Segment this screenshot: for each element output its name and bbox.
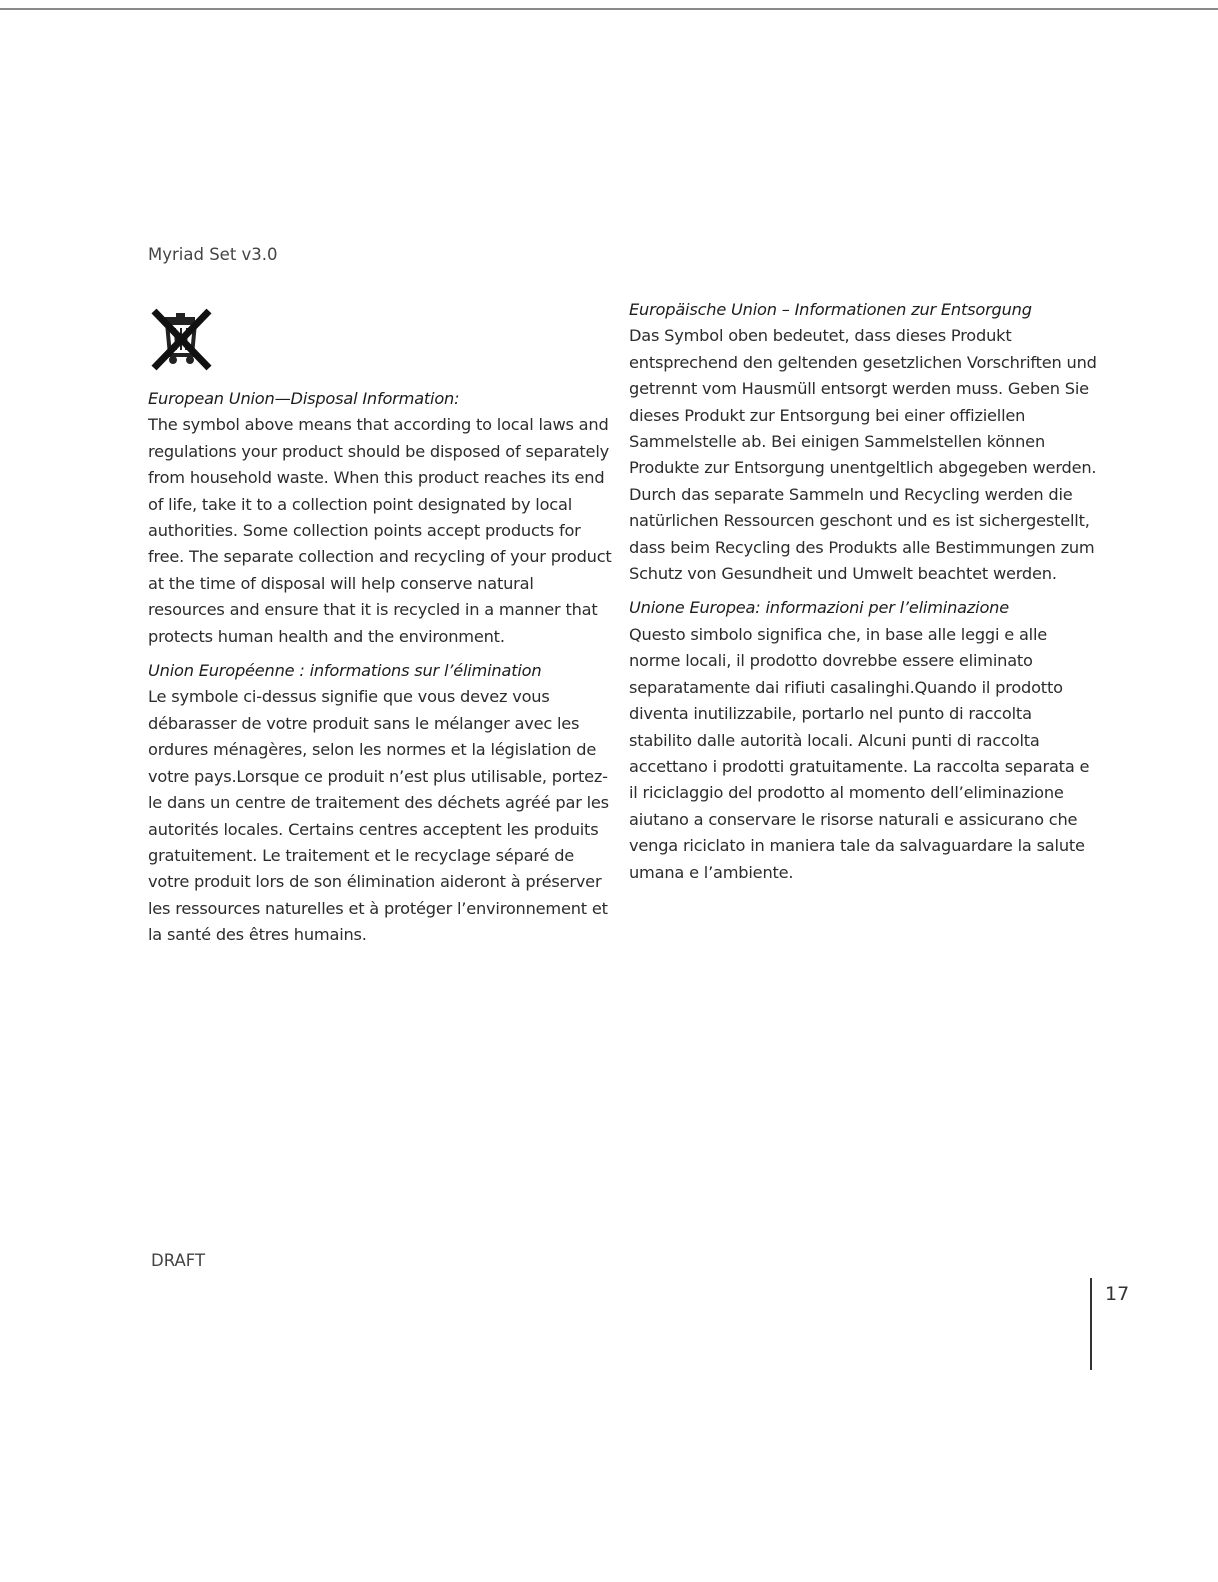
section-title: Europäische Union – Informationen zur Entsorgung [629, 300, 1032, 319]
top-rule [0, 8, 1218, 10]
disposal-section-french [148, 658, 614, 948]
font-version-label: Myriad Set v3.0 [148, 245, 278, 264]
disposal-section-english [148, 386, 614, 650]
page-number-rule [1090, 1278, 1092, 1370]
section-title: Union Européenne : informations sur l’élimination [148, 661, 542, 681]
draft-label: DRAFT [151, 1251, 206, 1270]
section-body: The symbol above means that according to local laws and regulations your product should be disposed of separately from household waste. When this product reaches its end of life, take it to a collection point designated by local authorities. Some collection points accept products for free. The separate collection and recycling of your product at the time of disposal will help conserve natural resources and ensure that it is recycled in a manner that protects human health and the environment. [148, 415, 612, 646]
section-body: Das Symbol oben bedeutet, dass dieses Produkt entsprechend den geltenden gesetzlichen Vorschriften und getrennt vom Hausmüll entsorgt werden muss. Geben Sie dieses Produkt zur Entsorgung bei einer offiziellen Sammelstelle ab. Bei einigen Sammelstellen können Produkte zur Entsorgung unentgeltlich abgegeben werden. Durch das separate Sammeln und Recycling werden die natürlichen Ressourcen geschont und es ist sichergestellt, dass beim Recycling des Produkts alle Bestimmungen zum Schutz von Gesundheit und Umwelt beachtet werden. [629, 326, 1097, 584]
disposal-section-german [629, 297, 1097, 587]
disposal-section-italian [629, 595, 1097, 885]
left-column [148, 386, 614, 957]
section-title: European Union—Disposal Information: [148, 389, 460, 408]
crossed-out-wheelie-bin-icon [147, 308, 215, 372]
right-column [629, 297, 1097, 894]
section-body: Questo simbolo significa che, in base alle leggi e alle norme locali, il prodotto dovrebbe essere eliminato separatamente dai rifiuti casalinghi.Quando il prodotto diventa inutilizzabile, portarlo nel punto di raccolta stabilito dalle autorità locali. Alcuni punti di raccolta accettano i prodotti gratuitamente. La raccolta separata e il riciclaggio del prodotto al momento dell’eliminazione aiutano a conservare le risorse naturali e assicurano che venga riciclato in maniera tale da salvaguardare la salute umana e l’ambiente. [629, 624, 1090, 882]
page-number: 17 [1105, 1283, 1130, 1305]
section-title: Unione Europea: informazioni per l’eliminazione [629, 598, 1009, 618]
section-body: Le symbole ci-dessus signifie que vous devez vous débarasser de votre produit sans le mélanger avec les ordures ménagères, selon les normes et la législation de votre pays.Lorsque ce produit n’est plus utilisable, portez-le dans un centre de traitement des déchets agréé par les autorités locales. Certains centres acceptent les produits gratuitement. Le traitement et le recyclage séparé de votre produit lors de son élimination aideront à préserver les ressources naturelles et à protéger l’environnement et la santé des êtres humains. [148, 687, 609, 945]
